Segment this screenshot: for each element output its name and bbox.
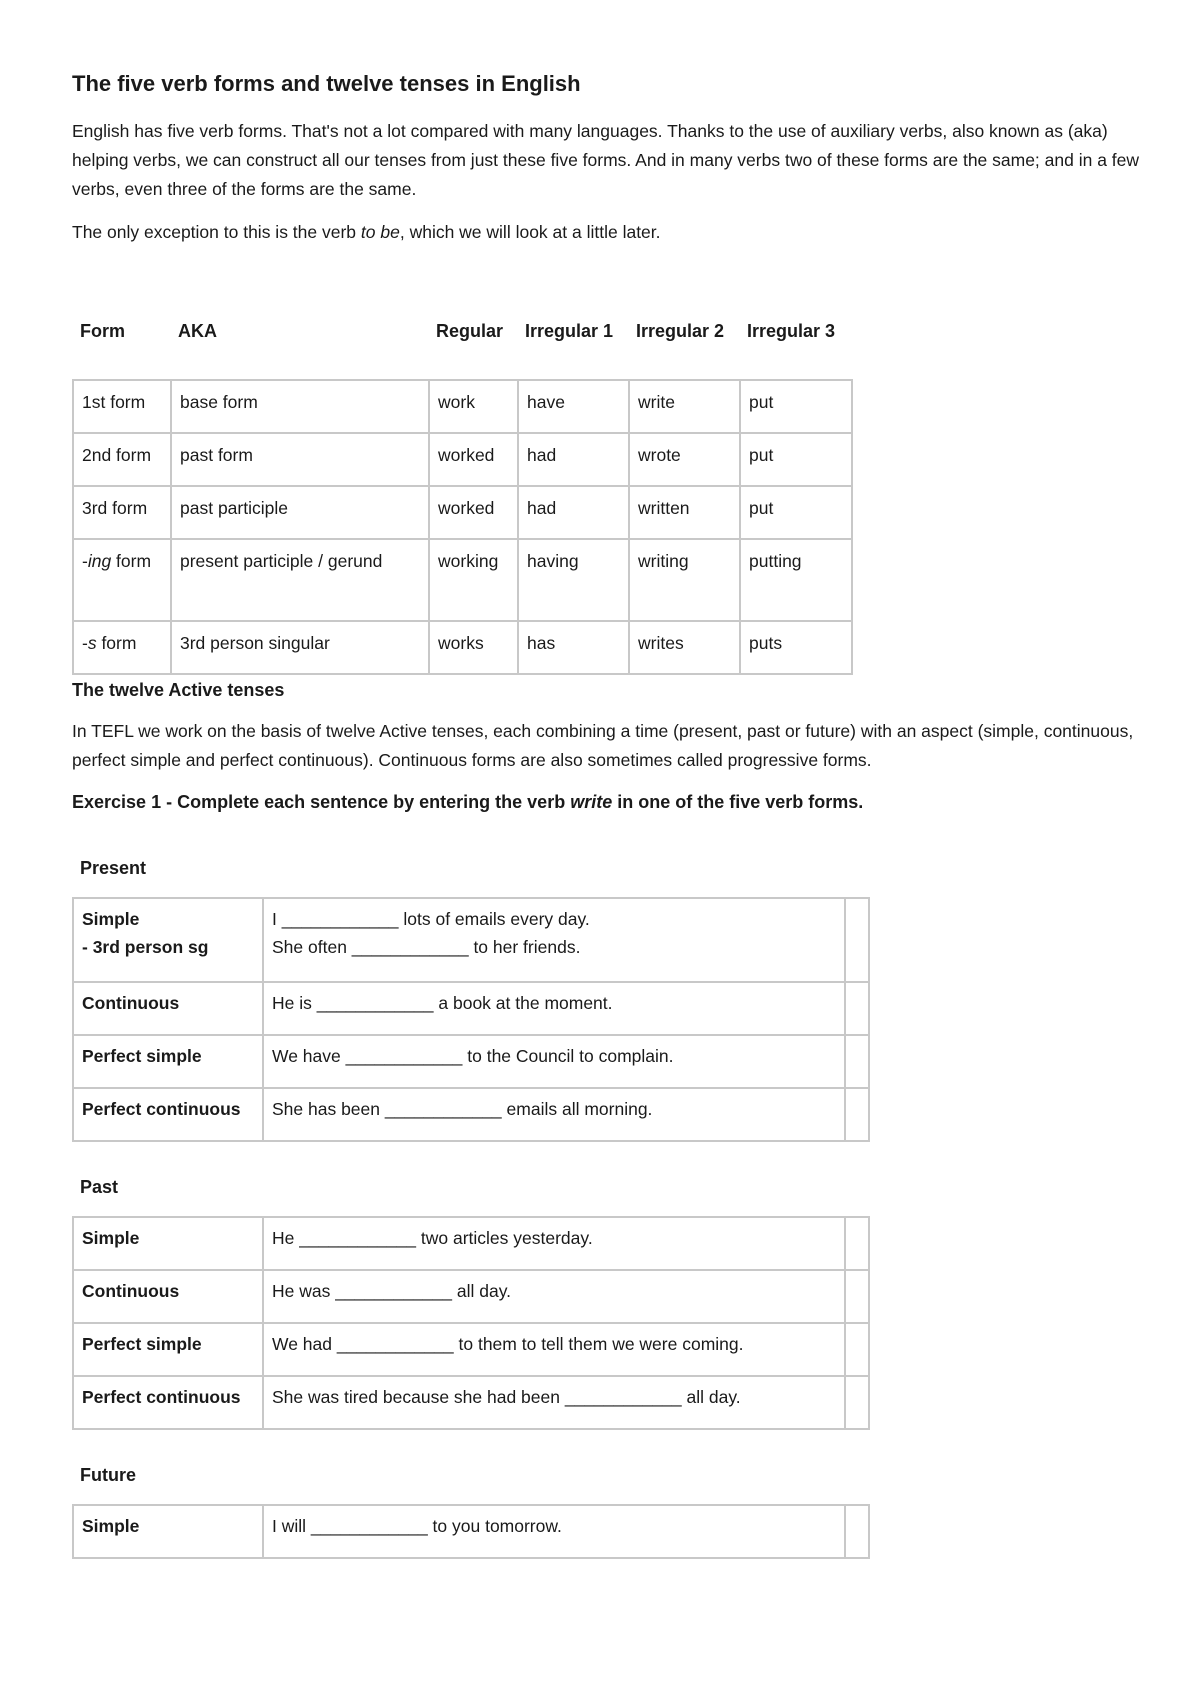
table-row: Perfect simple We have ____________ to the Council to complain. <box>73 1035 869 1088</box>
past-label: Past <box>80 1176 119 1197</box>
table-row: Simple He ____________ two articles yesterday. <box>73 1217 869 1270</box>
document-page <box>72 70 1142 1591</box>
exercise-title: Exercise 1 - Complete each sentence by entering the verb write in one of the five verb forms. <box>72 791 864 812</box>
header-aka: AKA <box>178 320 217 341</box>
table-row: 2nd form past form worked had wrote put <box>73 433 852 486</box>
present-table <box>72 897 870 1142</box>
answer-cell[interactable] <box>845 1505 869 1558</box>
table-row: Continuous He is ____________ a book at the moment. <box>73 982 869 1035</box>
table-row: Perfect continuous She was tired because she had been ____________ all day. <box>73 1376 869 1429</box>
table-row: Perfect simple We had ____________ to them to tell them we were coming. <box>73 1323 869 1376</box>
future-table <box>72 1504 870 1559</box>
table-row: 1st form base form work have write put <box>73 380 852 433</box>
table-row: 3rd form past participle worked had written put <box>73 486 852 539</box>
intro-paragraph-1: English has five verb forms. That's not a lot compared with many languages. Thanks to the use of auxiliary verbs, also known as (aka) helping verbs, we can construct all our tenses from just these five forms. And in many verbs two of these forms are the same; and in a few verbs, even three of the forms are the same. <box>72 120 1140 199</box>
answer-cell[interactable] <box>845 982 869 1035</box>
table-row: Continuous He was ____________ all day. <box>73 1270 869 1323</box>
answer-cell[interactable] <box>845 1035 869 1088</box>
header-irregular-3: Irregular 3 <box>747 320 836 341</box>
answer-cell[interactable] <box>845 1323 869 1376</box>
active-tenses-heading: The twelve Active tenses <box>72 679 285 700</box>
forms-table-header <box>72 297 1142 365</box>
intro-paragraph-2: The only exception to this is the verb to be, which we will look at a little later. <box>72 221 661 242</box>
future-label: Future <box>80 1464 136 1485</box>
answer-cell[interactable] <box>845 1376 869 1429</box>
past-table <box>72 1216 870 1430</box>
header-irregular-1: Irregular 1 <box>525 320 614 341</box>
verb-forms-table <box>72 379 853 675</box>
present-label: Present <box>80 857 147 878</box>
document-title: The five verb forms and twelve tenses in English <box>72 71 581 96</box>
header-irregular-2: Irregular 2 <box>636 320 725 341</box>
answer-cell[interactable] <box>845 898 869 982</box>
table-row: -ing form present participle / gerund working having writing putting <box>73 539 852 621</box>
header-form: Form <box>80 320 125 341</box>
answer-cell[interactable] <box>845 1088 869 1141</box>
header-regular: Regular <box>436 320 504 341</box>
active-tenses-text: In TEFL we work on the basis of twelve Active tenses, each combining a time (present, past or future) with an aspect (simple, continuous, perfect simple and perfect continuous). Continuous forms are also sometimes called progressive forms. <box>72 720 1134 770</box>
table-row: Simple I will ____________ to you tomorrow. <box>73 1505 869 1558</box>
table-row: -s form 3rd person singular works has writes puts <box>73 621 852 674</box>
table-row: Perfect continuous She has been ____________ emails all morning. <box>73 1088 869 1141</box>
table-row: Simple - 3rd person sg I ____________ lots of emails every day. She often ____________ to her friends. <box>73 898 869 982</box>
answer-cell[interactable] <box>845 1217 869 1270</box>
answer-cell[interactable] <box>845 1270 869 1323</box>
